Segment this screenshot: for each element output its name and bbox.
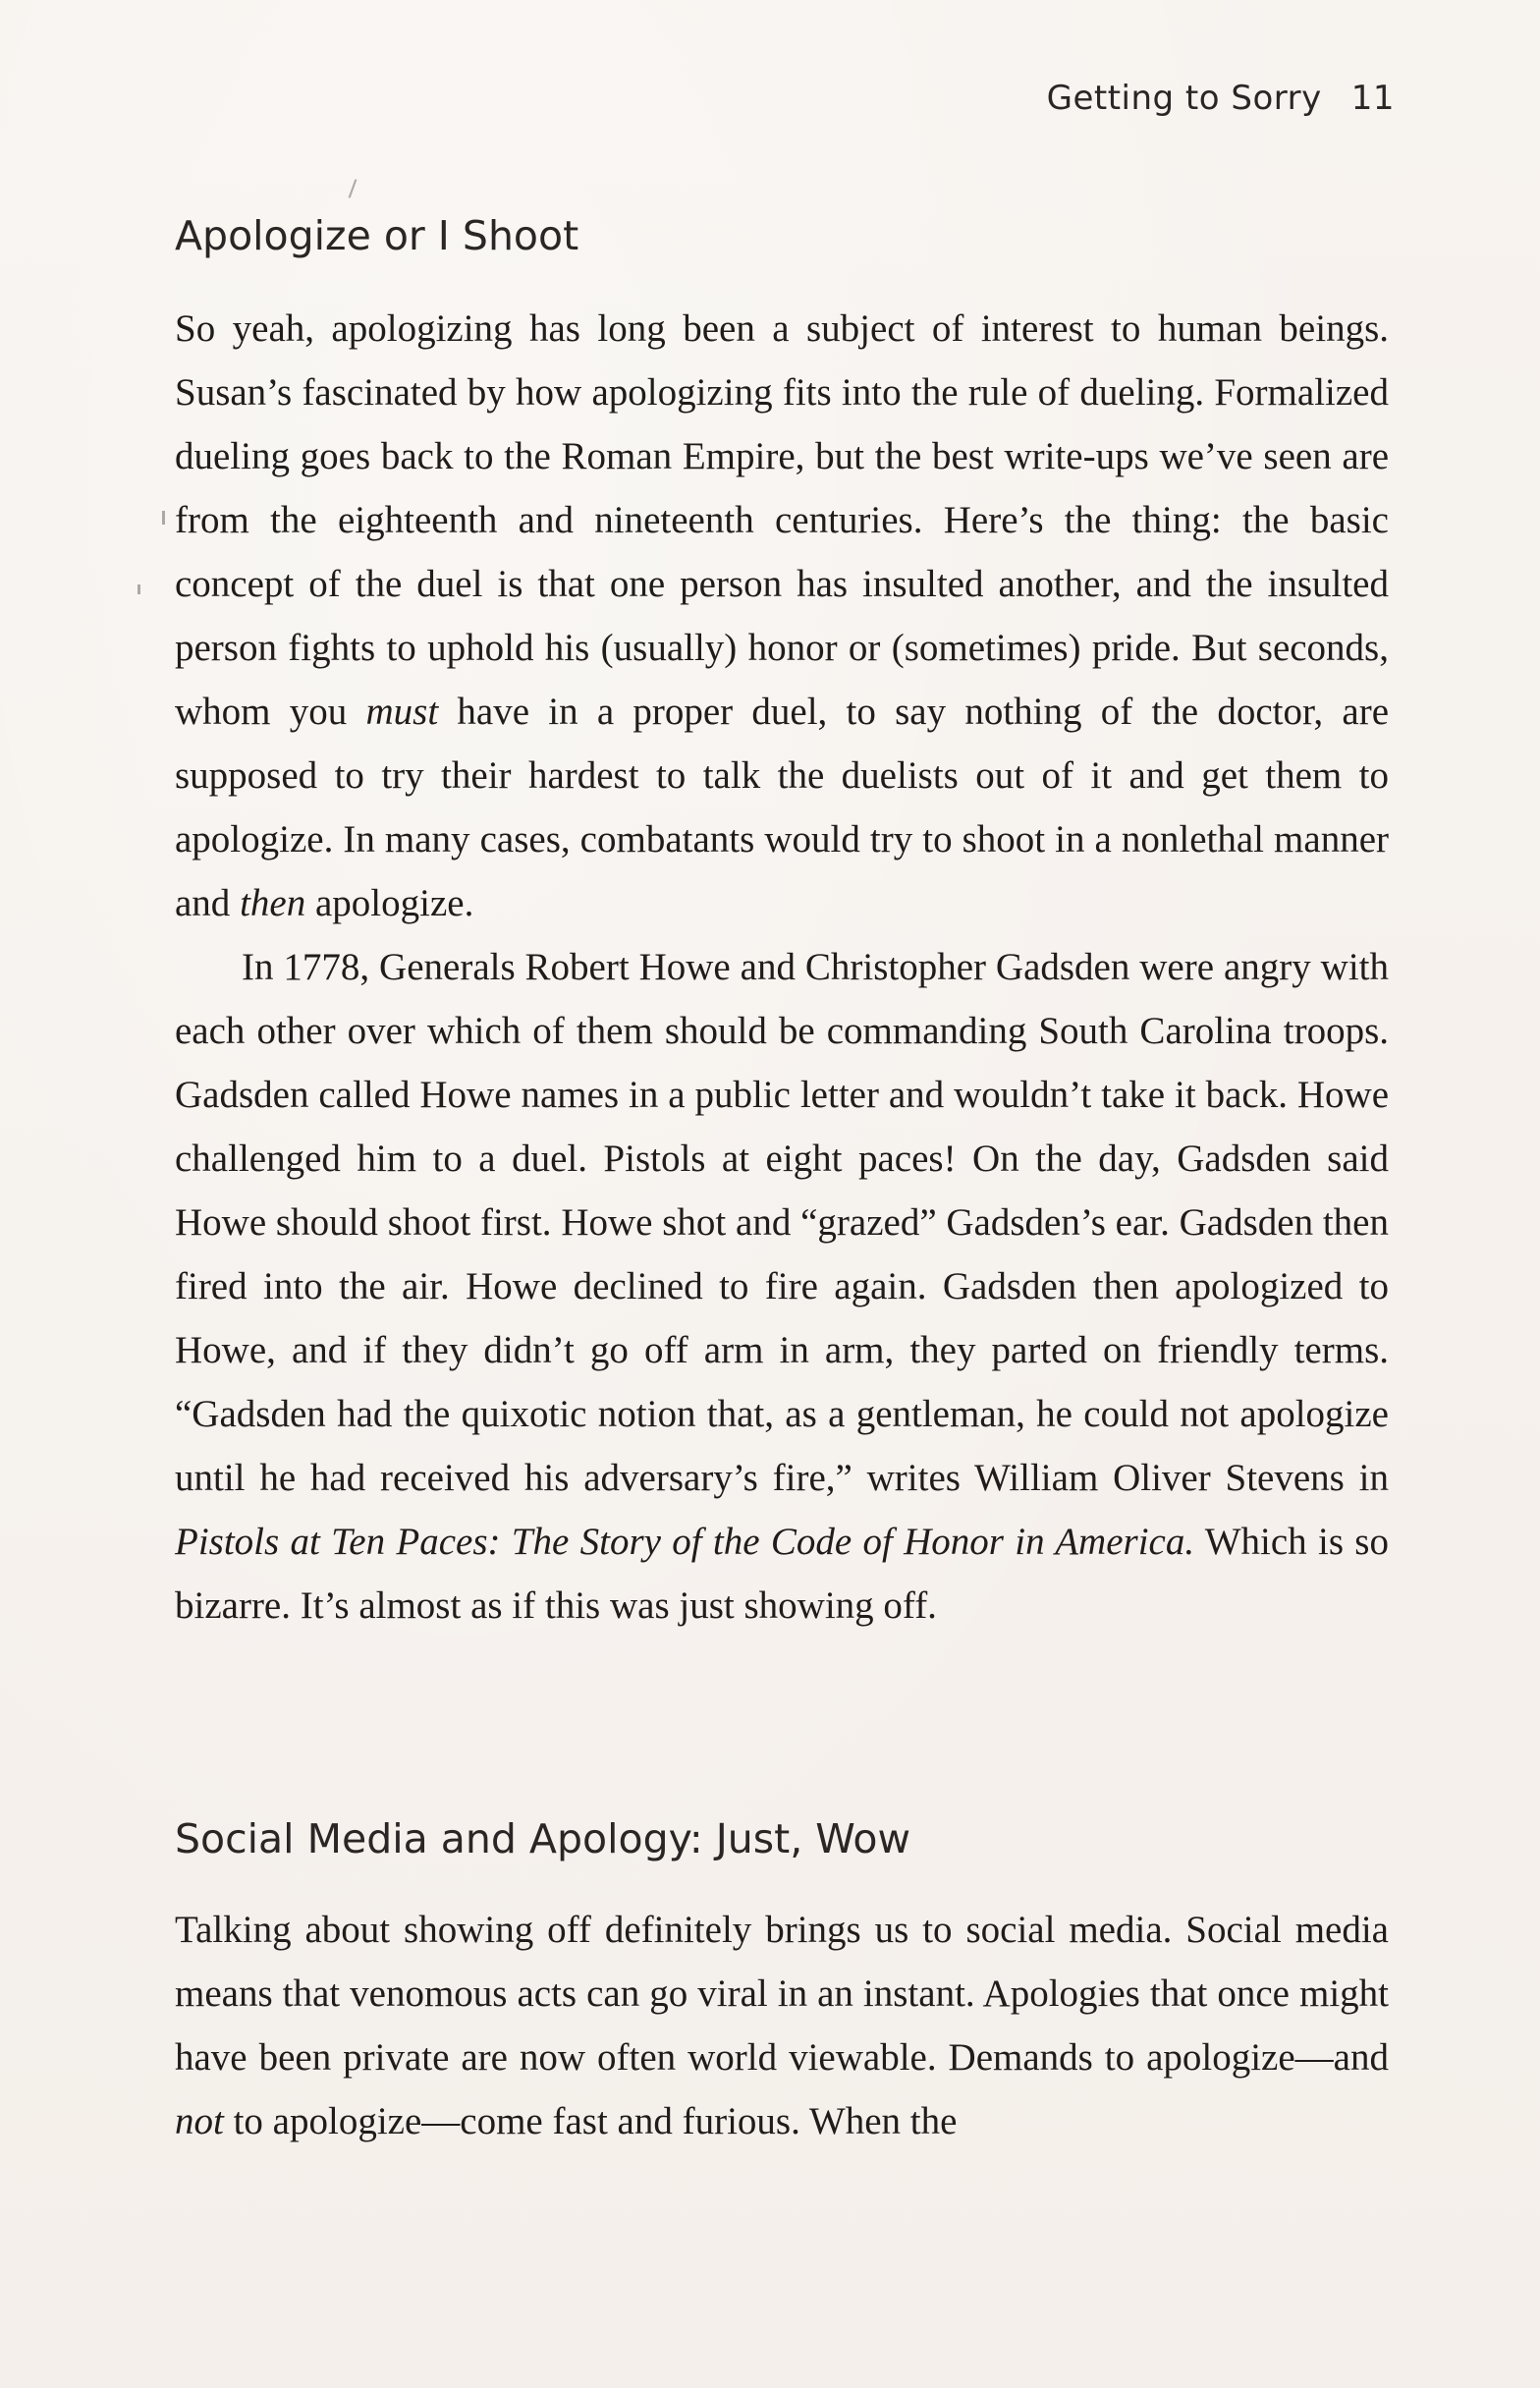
emphasis-text: must (365, 691, 439, 733)
book-title-italic: Pistols at Ten Paces: The Story of the Code of Honor in America. (175, 1521, 1195, 1563)
paragraph-text: In 1778, Generals Robert Howe and Christopher Gadsden were angry with each other over which of them should be commanding South Carolina troops. Gadsden called Howe names in a public letter and wouldn’t take it back. Howe challenged him to a duel. Pistols at eight paces! On the day, Gadsden said Howe should shoot first. Howe shot and “grazed” Gadsden’s ear. Gadsden then fired into the air. Howe declined to fire again. Gadsden then apologized to Howe, and if they didn’t go off arm in arm, they parted on friendly terms. “Gadsden had the quixotic notion that, as a gentleman, he could not apologize until he had received his adversary’s fire,” writes William Oliver Stevens in (175, 946, 1389, 1499)
emphasis-text: not (175, 2100, 224, 2142)
page-number: 11 (1350, 79, 1395, 118)
scan-mark (349, 179, 358, 197)
paragraph-text: apologize. (305, 882, 474, 924)
section-heading-social-media: Social Media and Apology: Just, Wow (175, 1815, 911, 1862)
paragraph-howe-gadsden (175, 935, 1389, 1638)
paragraph-text: Talking about showing off definitely brings us to social media. Social media means that venomous acts can go viral in an instant. Apologies that once might have been private are now often world viewable. Demands to apologize—and (175, 1909, 1389, 2079)
section-body-social-media (175, 1898, 1389, 2153)
running-title: Getting to Sorry (1046, 79, 1322, 118)
running-head (1047, 79, 1395, 118)
paragraph-text: So yeah, apologizing has long been a subject of interest to human beings. Susan’s fascinated by how apologizing fits into the rule of dueling. Formalized dueling goes back to the Roman Empire, but the best write-ups we’ve seen are from the eighteenth and nineteenth centuries. Here’s the thing: the basic concept of the duel is that one person has insulted another, and the insulted person fights to uphold his (usually) honor or (sometimes) pride. But seconds, whom you (175, 307, 1389, 733)
scan-mark (162, 511, 165, 525)
paragraph-text: to apologize—come fast and furious. When the (223, 2100, 958, 2142)
paragraph-dueling (175, 297, 1389, 935)
emphasis-text: then (240, 882, 306, 924)
section-body-apologize (175, 297, 1389, 1638)
paragraph-text: have in a proper duel, to say nothing of the doctor, are supposed to try their hardest to talk the duelists out of it and get them to apologize. In many cases, combatants would try to shoot in a nonlethal manner and (175, 691, 1389, 924)
scan-mark (138, 584, 140, 594)
paragraph-social-media (175, 1898, 1389, 2153)
section-heading-apologize: Apologize or I Shoot (175, 212, 579, 259)
paragraph-text: Which is so bizarre. It’s almost as if this was just showing off. (175, 1521, 1389, 1627)
